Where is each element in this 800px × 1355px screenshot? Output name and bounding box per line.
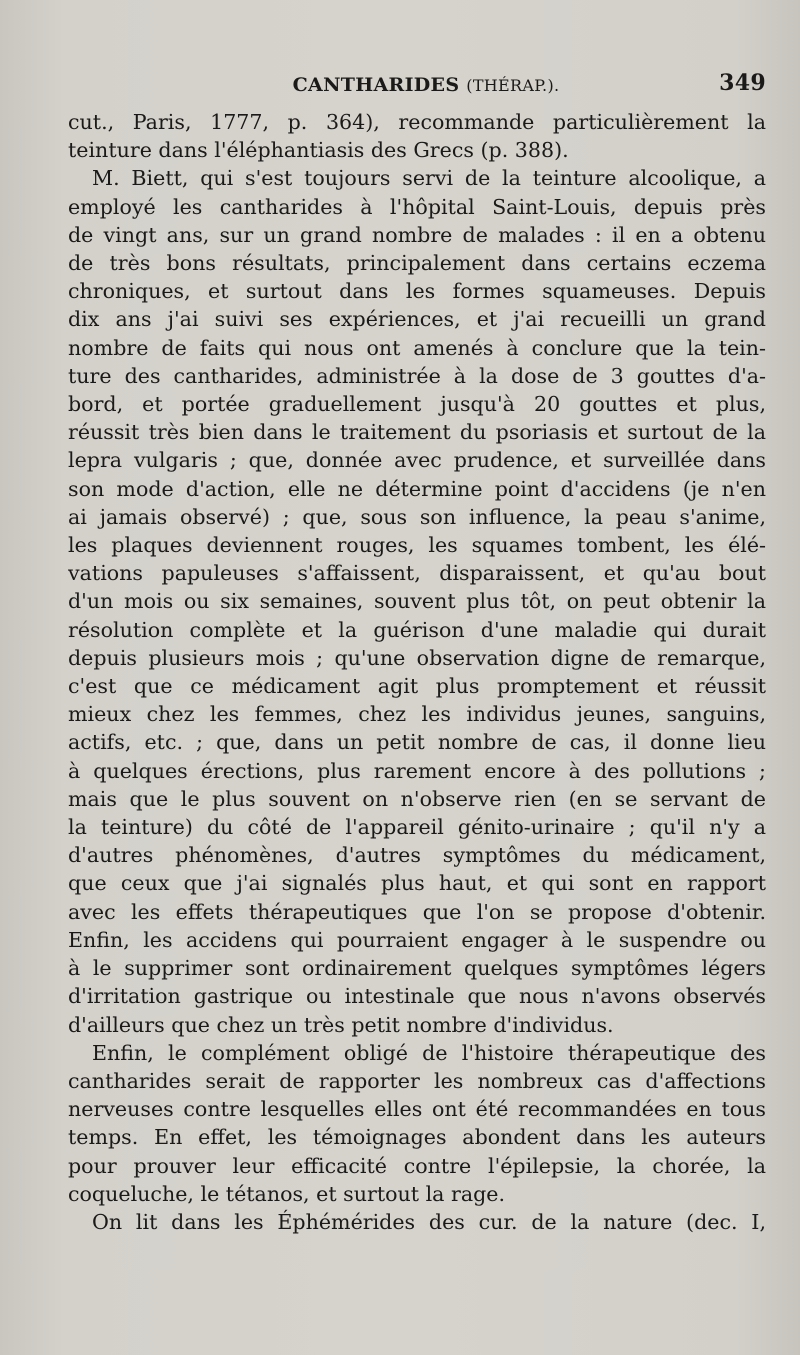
text-line: nombre de faits qui nous ont amenés à conclure que la tein-	[68, 335, 766, 360]
text-line: employé les cantharides à l'hôpital Saint-Louis, depuis près	[68, 194, 766, 219]
text-line: pour prouver leur efficacité contre l'épilepsie, la chorée, la	[68, 1153, 766, 1178]
text-line: cantharides serait de rapporter les nombreux cas d'affections	[68, 1068, 766, 1093]
text-line: de très bons résultats, principalement dans certains eczema	[68, 251, 766, 276]
text-line: temps. En effet, les témoignages abondent dans les auteurs	[68, 1125, 766, 1150]
text-line: d'autres phénomènes, d'autres symptômes du médicament,	[68, 843, 766, 868]
text-line: vations papuleuses s'affaissent, disparaissent, et qu'au bout	[68, 561, 766, 586]
text-line: à quelques érections, plus rarement encore à des pollutions ;	[68, 758, 766, 783]
text-line: lepra vulgaris ; que, donnée avec prudence, et surveillée dans	[68, 448, 766, 473]
text-line: que ceux que j'ai signalés plus haut, et qui sont en rapport	[68, 871, 766, 896]
text-line: de vingt ans, sur un grand nombre de malades : il en a obtenu	[68, 222, 766, 247]
paragraph-continuation	[68, 108, 766, 164]
paragraph-ephemerides	[68, 1208, 766, 1236]
text-line: son mode d'action, elle ne détermine point d'accidens (je n'en	[68, 476, 766, 501]
running-title	[68, 74, 766, 96]
text-line: nerveuses contre lesquelles elles ont été recommandées en tous	[68, 1097, 766, 1122]
text-line: dix ans j'ai suivi ses expériences, et j'ai recueilli un grand	[68, 307, 766, 332]
text-line: d'irritation gastrique ou intestinale que nous n'avons observés	[68, 984, 766, 1009]
text-line: ai jamais observé) ; que, sous son influence, la peau s'anime,	[68, 504, 766, 529]
running-title-main: CANTHARIDES	[292, 74, 460, 96]
text-line: à le supprimer sont ordinairement quelques symptômes légers	[68, 956, 766, 981]
text-line: chroniques, et surtout dans les formes squameuses. Depuis	[68, 279, 766, 304]
text-line: coqueluche, le tétanos, et surtout la rage.	[68, 1181, 506, 1206]
text-line: mieux chez les femmes, chez les individus jeunes, sanguins,	[68, 702, 766, 727]
text-line: teinture dans l'éléphantiasis des Grecs (p. 388).	[68, 138, 569, 163]
text-line: réussit très bien dans le traitement du psoriasis et surtout de la	[68, 420, 766, 445]
text-line: Enfin, le complément obligé de l'histoire thérapeutique des	[92, 1040, 766, 1065]
text-line: On lit dans les Éphémérides des cur. de la nature (dec. I,	[92, 1209, 766, 1234]
text-line: mais que le plus souvent on n'observe rien (en se servant de	[68, 786, 766, 811]
running-title-sub: (THÉRAP.).	[466, 76, 560, 95]
text-line: c'est que ce médicament agit plus promptement et réussit	[68, 674, 766, 699]
text-line: les plaques deviennent rouges, les squames tombent, les élé-	[68, 533, 766, 558]
text-line: d'un mois ou six semaines, souvent plus tôt, on peut obtenir la	[68, 589, 766, 614]
text-line: bord, et portée graduellement jusqu'à 20 gouttes et plus,	[68, 392, 766, 417]
running-head	[68, 70, 766, 108]
text-line: M. Biett, qui s'est toujours servi de la teinture alcoolique, a	[92, 166, 766, 191]
text-line: depuis plusieurs mois ; qu'une observation digne de remarque,	[68, 645, 766, 670]
paragraph-affections-nerveuses	[68, 1039, 766, 1208]
paragraph-biett	[68, 164, 766, 1038]
text-line: actifs, etc. ; que, dans un petit nombre de cas, il donne lieu	[68, 730, 766, 755]
text-line: la teinture) du côté de l'appareil génito-urinaire ; qu'il n'y a	[68, 815, 766, 840]
page-number: 349	[719, 70, 766, 96]
body-text	[68, 108, 766, 1236]
text-line: d'ailleurs que chez un très petit nombre d'individus.	[68, 1012, 614, 1037]
text-line: Enfin, les accidens qui pourraient engager à le suspendre ou	[68, 927, 766, 952]
text-line: résolution complète et la guérison d'une maladie qui durait	[68, 617, 766, 642]
text-line: cut., Paris, 1777, p. 364), recommande particulièrement la	[68, 110, 766, 134]
text-line: avec les effets thérapeutiques que l'on se propose d'obtenir.	[68, 899, 766, 924]
text-line: ture des cantharides, administrée à la dose de 3 gouttes d'a-	[68, 363, 766, 388]
